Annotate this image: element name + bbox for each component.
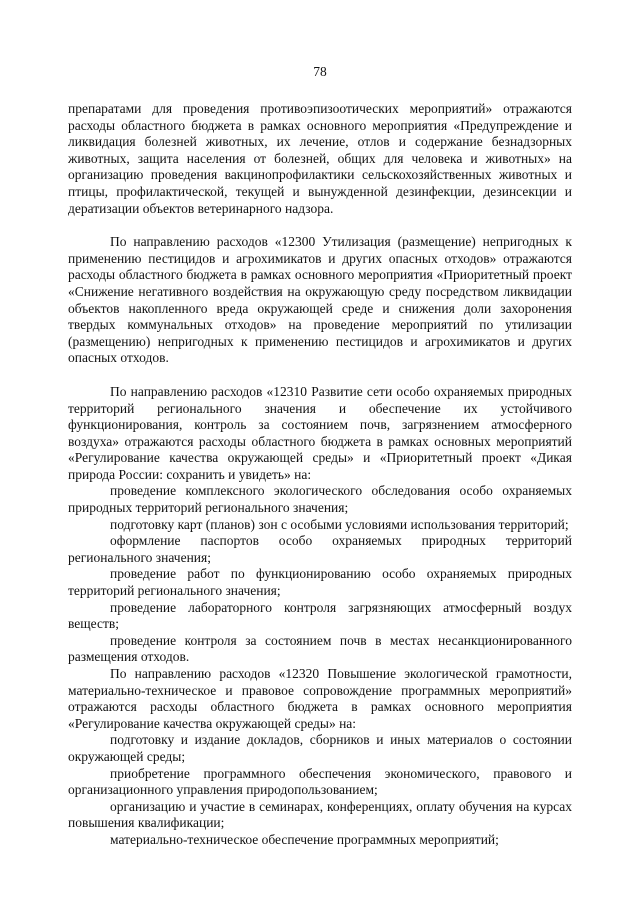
list-item: проведение работ по функционированию особо охраняемых природных территорий регионального значения; — [68, 566, 572, 599]
list-item: проведение контроля за состоянием почв в местах несанкционированного размещения отходов. — [68, 632, 572, 665]
list-item: организацию и участие в семинарах, конференциях, оплату обучения на курсах повышения квалификации; — [68, 798, 572, 831]
paragraph-12320: По направлению расходов «12320 Повышение экологической грамотности, материально-техническое и правовое сопровождение программных мероприятий» отражаются расходы областного бюджета в рамках основного мероприятия «Регулирование качества окружающей среды» на: — [68, 666, 572, 731]
paragraph-12310: По направлению расходов «12310 Развитие сети особо охраняемых природных территорий регионального значения и обеспечение их устойчивого функционирования, контроль за состоянием почв, загрязнением атмосферного воздуха» отражаются расходы областного бюджета в рамках основных мероприятий «Регулирование качества окружающей среды» и «Приоритетный проект «Дикая природа России: сохранить и увидеть» на: — [68, 383, 572, 482]
list-item: оформление паспортов особо охраняемых природных территорий регионального значения; — [68, 533, 572, 565]
page-number: 78 — [313, 64, 327, 79]
list-item: подготовку карт (планов) зон с особыми условиями использования территорий; — [110, 516, 569, 532]
list-item: приобретение программного обеспечения экономического, правового и организационного управления природопользованием; — [68, 765, 572, 798]
paragraph-12300: По направлению расходов «12300 Утилизация (размещение) непригодных к применению пестицидов и агрохимикатов и других опасных отходов» отражаются расходы областного бюджета в рамках основного мероприятия «Приоритетный проект «Снижение негативного воздействия на окружающую среду посредством ликвидации объектов накопленного вреда окружающей среде и снижения доли захоронения твердых коммунальных отходов» на проведение мероприятий по утилизации (размещению) непригодных к применению пестицидов и агрохимикатов и других опасных отходов. — [68, 234, 572, 366]
list-item: материально-техническое обеспечение программных мероприятий; — [110, 831, 499, 847]
list-item: проведение лабораторного контроля загрязняющих атмосферный воздух веществ; — [68, 599, 572, 632]
list-item: проведение комплексного экологического обследования особо охраняемых природных территорий регионального значения; — [68, 483, 572, 516]
document-body — [68, 101, 572, 849]
list-item: подготовку и издание докладов, сборников и иных материалов о состоянии окружающей среды; — [68, 732, 572, 764]
paragraph-continuation: препаратами для проведения противоэпизоотических мероприятий» отражаются расходы областного бюджета в рамках основного мероприятия «Предупреждение и ликвидация болезней животных, их лечение, отлов и содержание безнадзорных животных, защита населения от болезней, общих для человека и животных» на организацию проведения вакцинопрофилактики сельскохозяйственных животных и птицы, профилактической, текущей и вынужденной дезинфекции, дезинсекции и дератизации объектов ветеринарного надзора. — [68, 101, 572, 216]
